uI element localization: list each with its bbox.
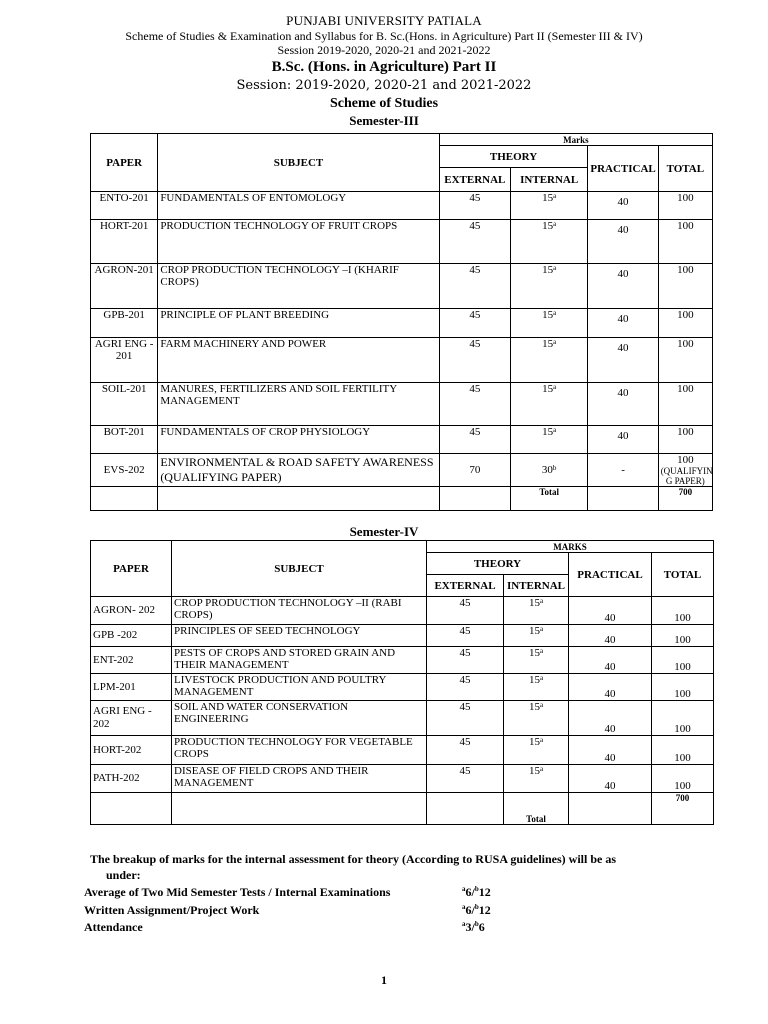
total-row-paper — [91, 793, 172, 825]
total-value: 100 — [677, 192, 694, 204]
paper-code: ENT-202 — [91, 647, 172, 674]
table-row — [91, 625, 714, 647]
internal-superscript: a — [553, 426, 557, 434]
theory-header: THEORY — [439, 146, 588, 168]
total-row-practical — [569, 793, 652, 825]
internal-marks — [504, 647, 569, 674]
table-row — [91, 192, 713, 220]
internal-value: 15 — [542, 309, 554, 321]
paper-code: SOIL-201 — [91, 383, 158, 426]
paper-header: PAPER — [91, 541, 172, 597]
external-marks: 70 — [439, 454, 510, 487]
table-row — [91, 647, 714, 674]
internal-value: 15 — [528, 597, 540, 609]
table-row — [91, 383, 713, 426]
total-row-subject — [172, 793, 427, 825]
external-marks: 45 — [427, 625, 504, 647]
subject-name: PRODUCTION TECHNOLOGY FOR VEGETABLE CROPS — [172, 736, 427, 765]
external-marks: 45 — [427, 597, 504, 625]
total-value: 100 — [677, 338, 694, 350]
total-marks: 100 — [652, 765, 714, 793]
internal-marks — [511, 383, 588, 426]
table-row — [91, 426, 713, 454]
internal-superscript: a — [539, 765, 544, 773]
internal-value: 15 — [528, 625, 540, 637]
practical-marks: 40 — [569, 736, 652, 765]
superscript-a: a — [462, 885, 466, 893]
subject-name: PRODUCTION TECHNOLOGY OF FRUIT CROPS — [158, 220, 439, 264]
total-value: 100 — [677, 220, 694, 232]
total-marks — [658, 192, 712, 220]
subject-name: FUNDAMENTALS OF ENTOMOLOGY — [158, 192, 439, 220]
value-b: 12 — [478, 903, 491, 917]
total-note: (QUALIFYIN G PAPER) — [660, 466, 713, 486]
internal-value: 15 — [542, 383, 554, 395]
superscript-a: a — [462, 903, 466, 911]
internal-value: 15 — [528, 765, 540, 777]
practical-marks: 40 — [588, 338, 658, 383]
internal-superscript: a — [539, 674, 544, 682]
external-marks: 45 — [427, 701, 504, 736]
value-a: 6 — [465, 903, 472, 917]
superscript-b: b — [474, 885, 479, 893]
breakup-intro-2: under: — [106, 868, 141, 882]
table-row — [91, 220, 713, 264]
internal-superscript: a — [539, 597, 544, 605]
value-b: 12 — [478, 885, 491, 899]
table-row — [91, 264, 713, 309]
internal-value: 15 — [542, 426, 554, 438]
internal-value: 15 — [528, 701, 540, 713]
total-header: TOTAL — [652, 553, 714, 597]
breakup-item-value — [462, 903, 491, 918]
internal-header: INTERNAL — [511, 168, 588, 192]
semester-4-title: Semester-IV — [349, 524, 419, 539]
breakup-item-value — [462, 885, 491, 900]
internal-superscript: b — [552, 464, 557, 472]
internal-superscript: a — [539, 625, 544, 633]
practical-marks: 40 — [569, 597, 652, 625]
superscript-b: b — [474, 920, 479, 928]
program-title: B.Sc. (Hons. in Agriculture) Part II — [271, 59, 497, 75]
practical-marks: 40 — [588, 309, 658, 338]
internal-marks — [504, 736, 569, 765]
value-b: 6 — [478, 920, 485, 934]
practical-marks: 40 — [588, 220, 658, 264]
table-row — [91, 674, 714, 701]
internal-marks — [511, 454, 588, 487]
subject-name: FUNDAMENTALS OF CROP PHYSIOLOGY — [158, 426, 439, 454]
breakup-intro: The breakup of marks for the internal assessment for theory (According to RUSA guidelines) will be as — [90, 852, 616, 866]
table-row — [91, 338, 713, 383]
paper-code: ENTO-201 — [91, 192, 158, 220]
internal-superscript: a — [553, 383, 557, 391]
subject-name: CROP PRODUCTION TECHNOLOGY –I (KHARIF CROPS) — [158, 264, 439, 309]
total-marks — [658, 220, 712, 264]
total-value: 100 — [677, 426, 694, 438]
total-marks — [658, 454, 712, 487]
semester-3-table — [90, 133, 713, 511]
total-marks: 100 — [652, 597, 714, 625]
internal-value: 15 — [542, 220, 554, 232]
total-value: 100 — [677, 309, 694, 321]
internal-marks — [511, 338, 588, 383]
total-header: TOTAL — [658, 146, 712, 192]
total-marks — [658, 309, 712, 338]
internal-value: 15 — [528, 736, 540, 748]
internal-superscript: a — [553, 309, 557, 317]
paper-code: AGRON- 202 — [91, 597, 172, 625]
superscript-a: a — [462, 920, 466, 928]
internal-marks — [511, 264, 588, 309]
subject-name: FARM MACHINERY AND POWER — [158, 338, 439, 383]
superscript-b: b — [474, 903, 479, 911]
grand-total: 700 — [652, 793, 714, 825]
internal-marks — [511, 220, 588, 264]
practical-marks: 40 — [569, 701, 652, 736]
total-label: Total — [511, 487, 588, 511]
total-label: Total — [504, 793, 569, 825]
internal-marks — [504, 625, 569, 647]
total-row-subject — [158, 487, 439, 511]
total-marks: 100 — [652, 701, 714, 736]
subject-name: PRINCIPLES OF SEED TECHNOLOGY — [172, 625, 427, 647]
practical-marks: 40 — [588, 264, 658, 309]
table-row — [91, 701, 714, 736]
paper-code: BOT-201 — [91, 426, 158, 454]
total-marks — [658, 264, 712, 309]
paper-code: EVS-202 — [91, 454, 158, 487]
subject-name: PESTS OF CROPS AND STORED GRAIN AND THEIR MANAGEMENT — [172, 647, 427, 674]
paper-code: PATH-202 — [91, 765, 172, 793]
internal-superscript: a — [553, 220, 557, 228]
internal-value: 15 — [528, 674, 540, 686]
internal-superscript: a — [553, 338, 557, 346]
subject-header: SUBJECT — [172, 541, 427, 597]
session-line: Session 2019-2020, 2020-21 and 2021-2022 — [277, 43, 491, 57]
subject-name: ENVIRONMENTAL & ROAD SAFETY AWARENESS (QUALIFYING PAPER) — [158, 454, 439, 487]
value-a: 6 — [465, 885, 472, 899]
paper-code: LPM-201 — [91, 674, 172, 701]
paper-code: GPB -202 — [91, 625, 172, 647]
marks-header: Marks — [439, 134, 712, 146]
subject-name: DISEASE OF FIELD CROPS AND THEIR MANAGEMENT — [172, 765, 427, 793]
internal-superscript: a — [553, 264, 557, 272]
total-row — [91, 487, 713, 511]
table-row — [91, 454, 713, 487]
external-marks: 45 — [439, 220, 510, 264]
external-marks: 45 — [439, 338, 510, 383]
paper-header: PAPER — [91, 134, 158, 192]
paper-code: AGRI ENG - 202 — [91, 701, 172, 736]
total-marks — [658, 426, 712, 454]
practical-marks: 40 — [588, 192, 658, 220]
paper-code: AGRON-201 — [91, 264, 158, 309]
internal-value: 15 — [542, 338, 554, 350]
paper-code: HORT-202 — [91, 736, 172, 765]
internal-marks — [511, 309, 588, 338]
external-marks: 45 — [427, 674, 504, 701]
internal-value: 15 — [542, 264, 554, 276]
internal-header: INTERNAL — [504, 575, 569, 597]
total-marks: 100 — [652, 625, 714, 647]
page-number: 1 — [381, 973, 387, 987]
internal-superscript: a — [539, 647, 544, 655]
internal-marks — [504, 701, 569, 736]
practical-header: PRACTICAL — [588, 146, 658, 192]
practical-marks: 40 — [569, 674, 652, 701]
subject-name: SOIL AND WATER CONSERVATION ENGINEERING — [172, 701, 427, 736]
total-marks: 100 — [652, 647, 714, 674]
total-value: 100 — [677, 264, 694, 276]
total-row-external — [439, 487, 510, 511]
separator: / — [471, 920, 475, 934]
internal-marks — [504, 597, 569, 625]
table-row — [91, 597, 714, 625]
internal-marks — [511, 192, 588, 220]
grand-total: 700 — [658, 487, 712, 511]
separator: / — [471, 885, 475, 899]
scheme-line: Scheme of Studies & Examination and Syllabus for B. Sc.(Hons. in Agriculture) Part II (Semester III & IV) — [125, 29, 643, 43]
internal-value: 30 — [541, 464, 553, 476]
marks-header: MARKS — [427, 541, 714, 553]
internal-superscript: a — [539, 736, 544, 744]
practical-marks: - — [588, 454, 658, 487]
internal-marks — [511, 426, 588, 454]
breakup-item-value — [462, 920, 485, 935]
theory-header: THEORY — [427, 553, 569, 575]
subject-header: SUBJECT — [158, 134, 439, 192]
external-marks: 45 — [427, 736, 504, 765]
internal-value: 15 — [528, 647, 540, 659]
semester-3-title: Semester-III — [349, 113, 419, 128]
total-marks — [658, 383, 712, 426]
subject-name: CROP PRODUCTION TECHNOLOGY –II (RABI CROPS) — [172, 597, 427, 625]
subject-name: PRINCIPLE OF PLANT BREEDING — [158, 309, 439, 338]
internal-superscript: a — [553, 192, 557, 200]
total-marks: 100 — [652, 736, 714, 765]
external-header: EXTERNAL — [427, 575, 504, 597]
breakup-item-label: Average of Two Mid Semester Tests / Internal Examinations — [84, 885, 391, 899]
internal-marks — [504, 674, 569, 701]
external-marks: 45 — [427, 647, 504, 674]
external-marks: 45 — [439, 383, 510, 426]
paper-code: GPB-201 — [91, 309, 158, 338]
subject-name: MANURES, FERTILIZERS AND SOIL FERTILITY MANAGEMENT — [158, 383, 439, 426]
practical-marks: 40 — [569, 647, 652, 674]
separator: / — [471, 903, 475, 917]
external-marks: 45 — [439, 426, 510, 454]
breakup-item-label: Attendance — [84, 920, 143, 934]
total-marks: 100 — [652, 674, 714, 701]
university-name: PUNJABI UNIVERSITY PATIALA — [286, 13, 482, 28]
paper-code: HORT-201 — [91, 220, 158, 264]
practical-marks: 40 — [588, 426, 658, 454]
total-marks — [658, 338, 712, 383]
session-title: Session: 2019-2020, 2020-21 and 2021-2022 — [236, 78, 532, 93]
breakup-item-label: Written Assignment/Project Work — [84, 903, 260, 917]
external-marks: 45 — [427, 765, 504, 793]
total-row-external — [427, 793, 504, 825]
external-header: EXTERNAL — [439, 168, 510, 192]
practical-marks: 40 — [588, 383, 658, 426]
value-a: 3 — [465, 920, 472, 934]
practical-marks: 40 — [569, 765, 652, 793]
total-value: 100 — [677, 383, 694, 395]
internal-value: 15 — [542, 192, 554, 204]
paper-code: AGRI ENG - 201 — [91, 338, 158, 383]
practical-marks: 40 — [569, 625, 652, 647]
table-row — [91, 765, 714, 793]
total-row — [91, 793, 714, 825]
scheme-title: Scheme of Studies — [329, 96, 439, 111]
internal-marks — [504, 765, 569, 793]
total-row-paper — [91, 487, 158, 511]
table-row — [91, 309, 713, 338]
total-value: 100 — [677, 454, 694, 466]
external-marks: 45 — [439, 192, 510, 220]
semester-4-table — [90, 540, 714, 825]
subject-name: LIVESTOCK PRODUCTION AND POULTRY MANAGEMENT — [172, 674, 427, 701]
table-row — [91, 736, 714, 765]
total-row-practical — [588, 487, 658, 511]
external-marks: 45 — [439, 309, 510, 338]
external-marks: 45 — [439, 264, 510, 309]
internal-superscript: a — [539, 701, 544, 709]
practical-header: PRACTICAL — [569, 553, 652, 597]
